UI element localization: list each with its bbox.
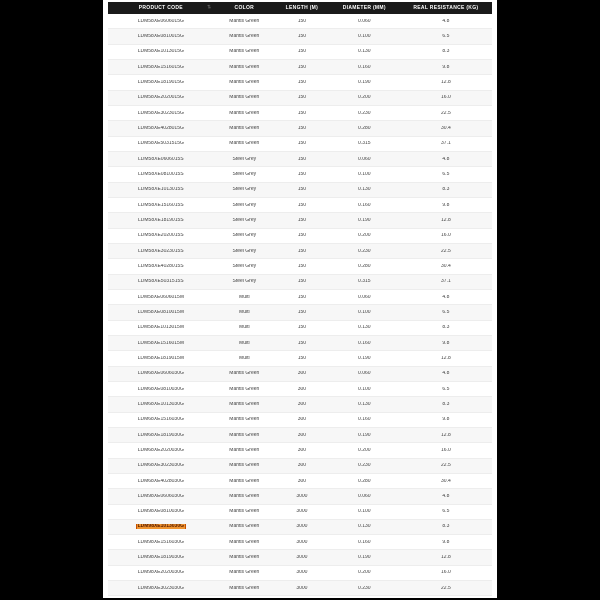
cell-length: 150 <box>297 263 307 269</box>
cell-real-resistance: 8.3 <box>442 401 450 407</box>
table-row <box>108 45 492 60</box>
column-header-real-resistance <box>400 2 492 14</box>
cell-product-code: LDM98XE3023030G <box>137 585 184 591</box>
column-header-label: PRODUCT CODE <box>138 4 183 11</box>
cell-length: 150 <box>297 110 307 116</box>
cell-real-resistance: 6.5 <box>442 309 450 315</box>
cell-color: Mantis Green <box>229 478 260 484</box>
cell-color: Multi <box>239 309 250 315</box>
cell-color: Multi <box>239 355 250 361</box>
cell-color: Mantis Green <box>229 524 260 530</box>
cell-length: 3000 <box>296 570 308 576</box>
cell-length: 150 <box>297 248 307 254</box>
cell-color: Mantis Green <box>229 18 260 24</box>
cell-real-resistance: 30.4 <box>441 125 451 131</box>
cell-color: Mantis Green <box>229 110 260 116</box>
table-row <box>108 290 492 305</box>
cell-diameter: 0.100 <box>358 171 371 177</box>
cell-product-code: LDM58XE5031515G <box>137 141 184 147</box>
table-row <box>108 397 492 412</box>
column-header-diameter <box>329 2 400 14</box>
cell-length: 300 <box>297 478 307 484</box>
table-row <box>108 152 492 167</box>
column-header-label: LENGTH (M) <box>285 4 319 11</box>
cell-real-resistance: 12.8 <box>441 217 451 223</box>
cell-color: Steel Grey <box>232 202 257 208</box>
cell-length: 3000 <box>296 555 308 561</box>
spec-table-card <box>103 0 497 598</box>
cell-color: Mantis Green <box>229 417 260 423</box>
cell-length: 300 <box>297 447 307 453</box>
cell-diameter: 0.280 <box>358 125 371 131</box>
table-row <box>108 382 492 397</box>
cell-diameter: 0.230 <box>358 248 371 254</box>
table-row <box>108 183 492 198</box>
cell-real-resistance: 6.5 <box>442 33 450 39</box>
cell-color: Steel Grey <box>232 248 257 254</box>
table-row <box>108 244 492 259</box>
cell-diameter: 0.200 <box>358 95 371 101</box>
cell-product-code: LDM58XE1516015M <box>137 340 184 346</box>
cell-diameter: 0.160 <box>358 417 371 423</box>
cell-real-resistance: 22.5 <box>441 248 451 254</box>
table-row <box>108 121 492 136</box>
cell-diameter: 0.130 <box>358 325 371 331</box>
table-header-row <box>108 2 492 14</box>
column-header-label: REAL RESISTANCE (KG) <box>413 4 479 11</box>
cell-color: Steel Grey <box>232 156 257 162</box>
cell-product-code: LDM58XE4028015G <box>137 125 184 131</box>
column-header-length <box>275 2 329 14</box>
cell-real-resistance: 30.4 <box>441 478 451 484</box>
cell-product-code: LDM58XE1819015S <box>138 217 184 223</box>
cell-diameter: 0.280 <box>358 263 371 269</box>
cell-length: 150 <box>297 187 307 193</box>
cell-real-resistance: 4.8 <box>442 18 450 24</box>
cell-diameter: 0.190 <box>358 555 371 561</box>
cell-diameter: 0.315 <box>358 279 371 285</box>
cell-diameter: 0.200 <box>358 233 371 239</box>
cell-length: 3000 <box>296 539 308 545</box>
table-row <box>108 213 492 228</box>
cell-color: Mantis Green <box>229 49 260 55</box>
cell-real-resistance: 37.1 <box>441 279 451 285</box>
cell-color: Steel Grey <box>232 171 257 177</box>
cell-length: 300 <box>297 371 307 377</box>
cell-real-resistance: 9.8 <box>442 340 450 346</box>
cell-color: Mantis Green <box>229 432 260 438</box>
cell-real-resistance: 16.0 <box>441 447 451 453</box>
cell-diameter: 0.160 <box>358 64 371 70</box>
table-row <box>108 474 492 489</box>
cell-length: 150 <box>297 294 307 300</box>
cell-length: 150 <box>297 202 307 208</box>
table-row <box>108 443 492 458</box>
cell-real-resistance: 8.3 <box>442 325 450 331</box>
cell-real-resistance: 12.8 <box>441 355 451 361</box>
cell-length: 150 <box>297 325 307 331</box>
column-header-label: COLOR <box>234 4 255 11</box>
cell-real-resistance: 16.0 <box>441 570 451 576</box>
cell-color: Steel Grey <box>232 279 257 285</box>
cell-diameter: 0.060 <box>358 18 371 24</box>
table-row <box>108 275 492 290</box>
cell-product-code: LDM68XE4028030G <box>137 478 184 484</box>
cell-product-code: LDM58XE0810015S <box>138 171 184 177</box>
cell-length: 150 <box>297 279 307 285</box>
cell-real-resistance: 12.8 <box>441 555 451 561</box>
cell-diameter: 0.230 <box>358 585 371 591</box>
cell-length: 150 <box>297 141 307 147</box>
table-row <box>108 489 492 504</box>
cell-product-code: LDM58XE0606015S <box>138 156 184 162</box>
cell-diameter: 0.130 <box>358 187 371 193</box>
cell-length: 300 <box>297 463 307 469</box>
search-highlight: LDM98XE1013030G <box>137 524 184 530</box>
cell-real-resistance: 8.3 <box>442 187 450 193</box>
table-row <box>108 321 492 336</box>
cell-length: 150 <box>297 18 307 24</box>
cell-product-code: LDM58XE2020015G <box>137 95 184 101</box>
table-row <box>108 167 492 182</box>
cell-product-code: LDM58XE2020015S <box>138 233 184 239</box>
cell-color: Mantis Green <box>229 493 260 499</box>
table-row <box>108 520 492 535</box>
cell-real-resistance: 16.0 <box>441 233 451 239</box>
cell-color: Mantis Green <box>229 371 260 377</box>
cell-color: Mantis Green <box>229 64 260 70</box>
cell-length: 300 <box>297 386 307 392</box>
cell-color: Mantis Green <box>229 401 260 407</box>
cell-diameter: 0.200 <box>358 570 371 576</box>
cell-real-resistance: 4.8 <box>442 156 450 162</box>
table-row <box>108 198 492 213</box>
table-row <box>108 106 492 121</box>
cell-product-code: LDM98XE0810030G <box>137 509 184 515</box>
cell-product-code: LDM98XE1819030G <box>137 555 184 561</box>
cell-diameter: 0.160 <box>358 340 371 346</box>
cell-real-resistance: 9.8 <box>442 64 450 70</box>
cell-diameter: 0.130 <box>358 401 371 407</box>
cell-product-code: LDM98XE1516030G <box>137 539 184 545</box>
cell-real-resistance: 9.8 <box>442 539 450 545</box>
cell-diameter: 0.060 <box>358 156 371 162</box>
cell-length: 150 <box>297 355 307 361</box>
cell-real-resistance: 6.5 <box>442 171 450 177</box>
table-row <box>108 535 492 550</box>
cell-product-code: LDM58XE1013015G <box>137 49 184 55</box>
cell-real-resistance: 30.4 <box>441 263 451 269</box>
cell-diameter: 0.190 <box>358 432 371 438</box>
cell-length: 150 <box>297 309 307 315</box>
cell-color: Mantis Green <box>229 33 260 39</box>
cell-real-resistance: 22.5 <box>441 463 451 469</box>
cell-diameter: 0.230 <box>358 110 371 116</box>
table-row <box>108 137 492 152</box>
cell-diameter: 0.060 <box>358 371 371 377</box>
cell-length: 300 <box>297 401 307 407</box>
table-row <box>108 459 492 474</box>
cell-color: Multi <box>239 294 250 300</box>
cell-diameter: 0.100 <box>358 509 371 515</box>
cell-color: Mantis Green <box>229 125 260 131</box>
table-row <box>108 91 492 106</box>
column-header-product-code[interactable] <box>108 2 214 14</box>
cell-color: Mantis Green <box>229 141 260 147</box>
cell-color: Multi <box>239 325 250 331</box>
cell-real-resistance: 8.3 <box>442 49 450 55</box>
cell-color: Mantis Green <box>229 95 260 101</box>
cell-real-resistance: 37.1 <box>441 141 451 147</box>
cell-product-code: LDM58XE3023015G <box>137 110 184 116</box>
cell-product-code: LDM68XE2020030G <box>137 447 184 453</box>
cell-length: 150 <box>297 79 307 85</box>
cell-diameter: 0.130 <box>358 524 371 530</box>
cell-real-resistance: 16.0 <box>441 95 451 101</box>
cell-diameter: 0.280 <box>358 478 371 484</box>
table-row <box>108 351 492 366</box>
cell-product-code: LDM58XE1516015S <box>138 202 184 208</box>
cell-real-resistance: 9.8 <box>442 417 450 423</box>
cell-diameter: 0.200 <box>358 447 371 453</box>
cell-color: Steel Grey <box>232 187 257 193</box>
cell-diameter: 0.130 <box>358 49 371 55</box>
cell-color: Mantis Green <box>229 585 260 591</box>
cell-product-code: LDM58XE1013015M <box>137 325 184 331</box>
cell-length: 150 <box>297 171 307 177</box>
cell-color: Mantis Green <box>229 555 260 561</box>
cell-product-code: LDM68XE1516030G <box>137 417 184 423</box>
cell-length: 150 <box>297 95 307 101</box>
cell-length: 150 <box>297 233 307 239</box>
cell-product-code: LDM58XE1819015G <box>137 79 184 85</box>
table-row <box>108 75 492 90</box>
cell-diameter: 0.060 <box>358 294 371 300</box>
cell-length: 150 <box>297 33 307 39</box>
cell-diameter: 0.100 <box>358 309 371 315</box>
cell-diameter: 0.190 <box>358 79 371 85</box>
cell-product-code: LDM98XE0606030G <box>137 493 184 499</box>
cell-diameter: 0.060 <box>358 493 371 499</box>
table-body <box>108 14 492 596</box>
cell-length: 150 <box>297 217 307 223</box>
cell-real-resistance: 12.8 <box>441 79 451 85</box>
cell-length: 300 <box>297 432 307 438</box>
cell-product-code: LDM58XE0810015M <box>137 309 184 315</box>
cell-diameter: 0.100 <box>358 33 371 39</box>
cell-diameter: 0.190 <box>358 355 371 361</box>
table-row <box>108 581 492 596</box>
cell-real-resistance: 12.8 <box>441 432 451 438</box>
cell-color: Mantis Green <box>229 463 260 469</box>
cell-product-code: LDM68XE0606030G <box>137 371 184 377</box>
table-row <box>108 550 492 565</box>
cell-diameter: 0.160 <box>358 539 371 545</box>
table-row <box>108 229 492 244</box>
cell-color: Multi <box>239 340 250 346</box>
cell-color: Mantis Green <box>229 570 260 576</box>
cell-product-code: LDM68XE3023030G <box>137 463 184 469</box>
column-header-color <box>214 2 275 14</box>
cell-length: 150 <box>297 340 307 346</box>
cell-real-resistance: 8.3 <box>442 524 450 530</box>
table-row <box>108 60 492 75</box>
cell-color: Steel Grey <box>232 217 257 223</box>
cell-length: 150 <box>297 49 307 55</box>
cell-product-code <box>108 524 214 529</box>
cell-color: Steel Grey <box>232 263 257 269</box>
cell-length: 3000 <box>296 585 308 591</box>
cell-length: 150 <box>297 156 307 162</box>
table-row <box>108 413 492 428</box>
cell-product-code: LDM68XE0810030G <box>137 386 184 392</box>
cell-product-code: LDM98XE2020030G <box>137 570 184 576</box>
cell-real-resistance: 22.5 <box>441 585 451 591</box>
cell-product-code: LDM58XE0810015G <box>137 33 184 39</box>
cell-product-code: LDM68XE1013030G <box>137 401 184 407</box>
cell-length: 150 <box>297 64 307 70</box>
table-row <box>108 14 492 29</box>
cell-color: Mantis Green <box>229 386 260 392</box>
cell-color: Mantis Green <box>229 447 260 453</box>
cell-product-code: LDM58XE0606015M <box>137 294 184 300</box>
cell-length: 3000 <box>296 524 308 530</box>
cell-length: 3000 <box>296 493 308 499</box>
sort-icon: ⇅ <box>207 4 212 11</box>
cell-real-resistance: 4.8 <box>442 493 450 499</box>
cell-diameter: 0.230 <box>358 463 371 469</box>
cell-product-code: LDM58XE4028015S <box>138 263 184 269</box>
table-row <box>108 566 492 581</box>
cell-product-code: LDM58XE1013015S <box>138 187 184 193</box>
cell-product-code: LDM58XE5031515S <box>138 279 184 285</box>
cell-color: Mantis Green <box>229 509 260 515</box>
cell-product-code: LDM58XE0606015G <box>137 18 184 24</box>
cell-length: 3000 <box>296 509 308 515</box>
table-row <box>108 505 492 520</box>
table-row <box>108 336 492 351</box>
cell-product-code: LDM58XE1516015G <box>137 64 184 70</box>
cell-length: 150 <box>297 125 307 131</box>
cell-color: Mantis Green <box>229 79 260 85</box>
cell-diameter: 0.100 <box>358 386 371 392</box>
cell-product-code: LDM58XE1819015M <box>137 355 184 361</box>
table-row <box>108 428 492 443</box>
cell-diameter: 0.315 <box>358 141 371 147</box>
cell-diameter: 0.190 <box>358 217 371 223</box>
cell-real-resistance: 4.8 <box>442 294 450 300</box>
cell-color: Mantis Green <box>229 539 260 545</box>
cell-real-resistance: 22.5 <box>441 110 451 116</box>
cell-color: Steel Grey <box>232 233 257 239</box>
cell-real-resistance: 9.8 <box>442 202 450 208</box>
table-row <box>108 29 492 44</box>
cell-product-code: LDM58XE3023015S <box>138 248 184 254</box>
table-row <box>108 305 492 320</box>
table-row <box>108 259 492 274</box>
cell-diameter: 0.160 <box>358 202 371 208</box>
cell-real-resistance: 6.5 <box>442 509 450 515</box>
cell-length: 300 <box>297 417 307 423</box>
cell-real-resistance: 6.5 <box>442 386 450 392</box>
table-row <box>108 367 492 382</box>
cell-real-resistance: 4.8 <box>442 371 450 377</box>
cell-product-code: LDM68XE1819030G <box>137 432 184 438</box>
column-header-label: DIAMETER (MM) <box>342 4 386 11</box>
